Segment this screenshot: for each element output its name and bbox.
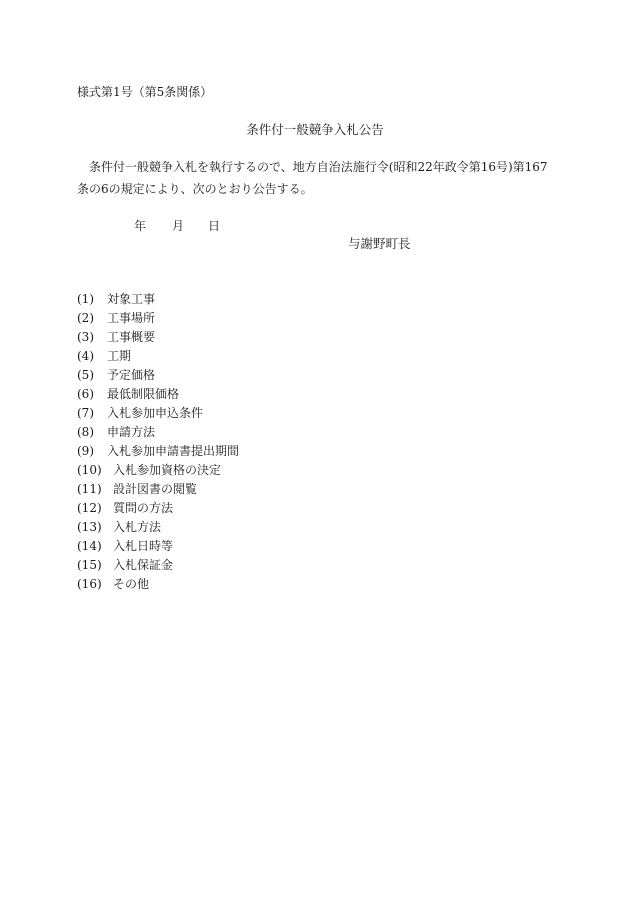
item-number: (11) <box>77 482 102 496</box>
item-label: 最低制限価格 <box>107 387 180 401</box>
date-year-label: 年 <box>134 219 147 233</box>
item-label: 対象工事 <box>107 292 156 306</box>
list-item <box>77 540 239 559</box>
item-number: (3) <box>77 330 94 344</box>
item-number: (10) <box>77 463 102 477</box>
item-label: 入札参加申請書提出期間 <box>107 444 240 458</box>
list-item <box>77 407 239 426</box>
list-item <box>77 293 239 312</box>
item-label: 入札参加申込条件 <box>107 406 204 420</box>
date-day-label: 日 <box>208 219 221 233</box>
list-item <box>77 483 239 502</box>
list-item <box>77 559 239 578</box>
item-label: 予定価格 <box>107 368 156 382</box>
date-month-label: 月 <box>172 219 185 233</box>
list-item <box>77 312 239 331</box>
item-number: (1) <box>77 292 94 306</box>
item-number: (2) <box>77 311 94 325</box>
list-item <box>77 388 239 407</box>
item-number: (7) <box>77 406 94 420</box>
list-item <box>77 369 239 388</box>
item-number: (6) <box>77 387 94 401</box>
item-number: (5) <box>77 368 94 382</box>
item-label: 設計図書の閲覧 <box>113 482 198 496</box>
item-number: (8) <box>77 425 94 439</box>
item-number: (9) <box>77 444 94 458</box>
document-title: 条件付一般競争入札公告 <box>246 122 384 137</box>
list-item <box>77 445 239 464</box>
item-number: (15) <box>77 558 102 572</box>
item-label: 入札保証金 <box>113 558 174 572</box>
list-item <box>77 464 239 483</box>
item-number: (4) <box>77 349 94 363</box>
notice-body-text: 条件付一般競争入札を執行するので、地方自治法施行令(昭和22年政令第16号)第167条の6の規定により、次のとおり公告する。 <box>77 160 548 196</box>
item-number: (12) <box>77 501 102 515</box>
issuer-name: 与謝野町長 <box>348 236 411 251</box>
item-label: 質問の方法 <box>113 501 174 515</box>
form-number-label: 様式第1号（第5条関係） <box>77 85 213 99</box>
list-item <box>77 578 239 597</box>
item-number: (16) <box>77 577 102 591</box>
item-label: 工事場所 <box>107 311 156 325</box>
list-item <box>77 331 239 350</box>
item-number: (14) <box>77 539 102 553</box>
item-label: その他 <box>113 577 150 591</box>
item-label: 工事概要 <box>107 330 156 344</box>
list-item <box>77 426 239 445</box>
date-line <box>134 220 220 232</box>
item-label: 工期 <box>107 349 132 363</box>
item-label: 入札方法 <box>113 520 162 534</box>
list-item <box>77 521 239 540</box>
item-label: 入札日時等 <box>113 539 174 553</box>
item-label: 入札参加資格の決定 <box>113 463 222 477</box>
item-number: (13) <box>77 520 102 534</box>
notice-item-list <box>77 293 239 597</box>
item-label: 申請方法 <box>107 425 156 439</box>
list-item <box>77 350 239 369</box>
list-item <box>77 502 239 521</box>
